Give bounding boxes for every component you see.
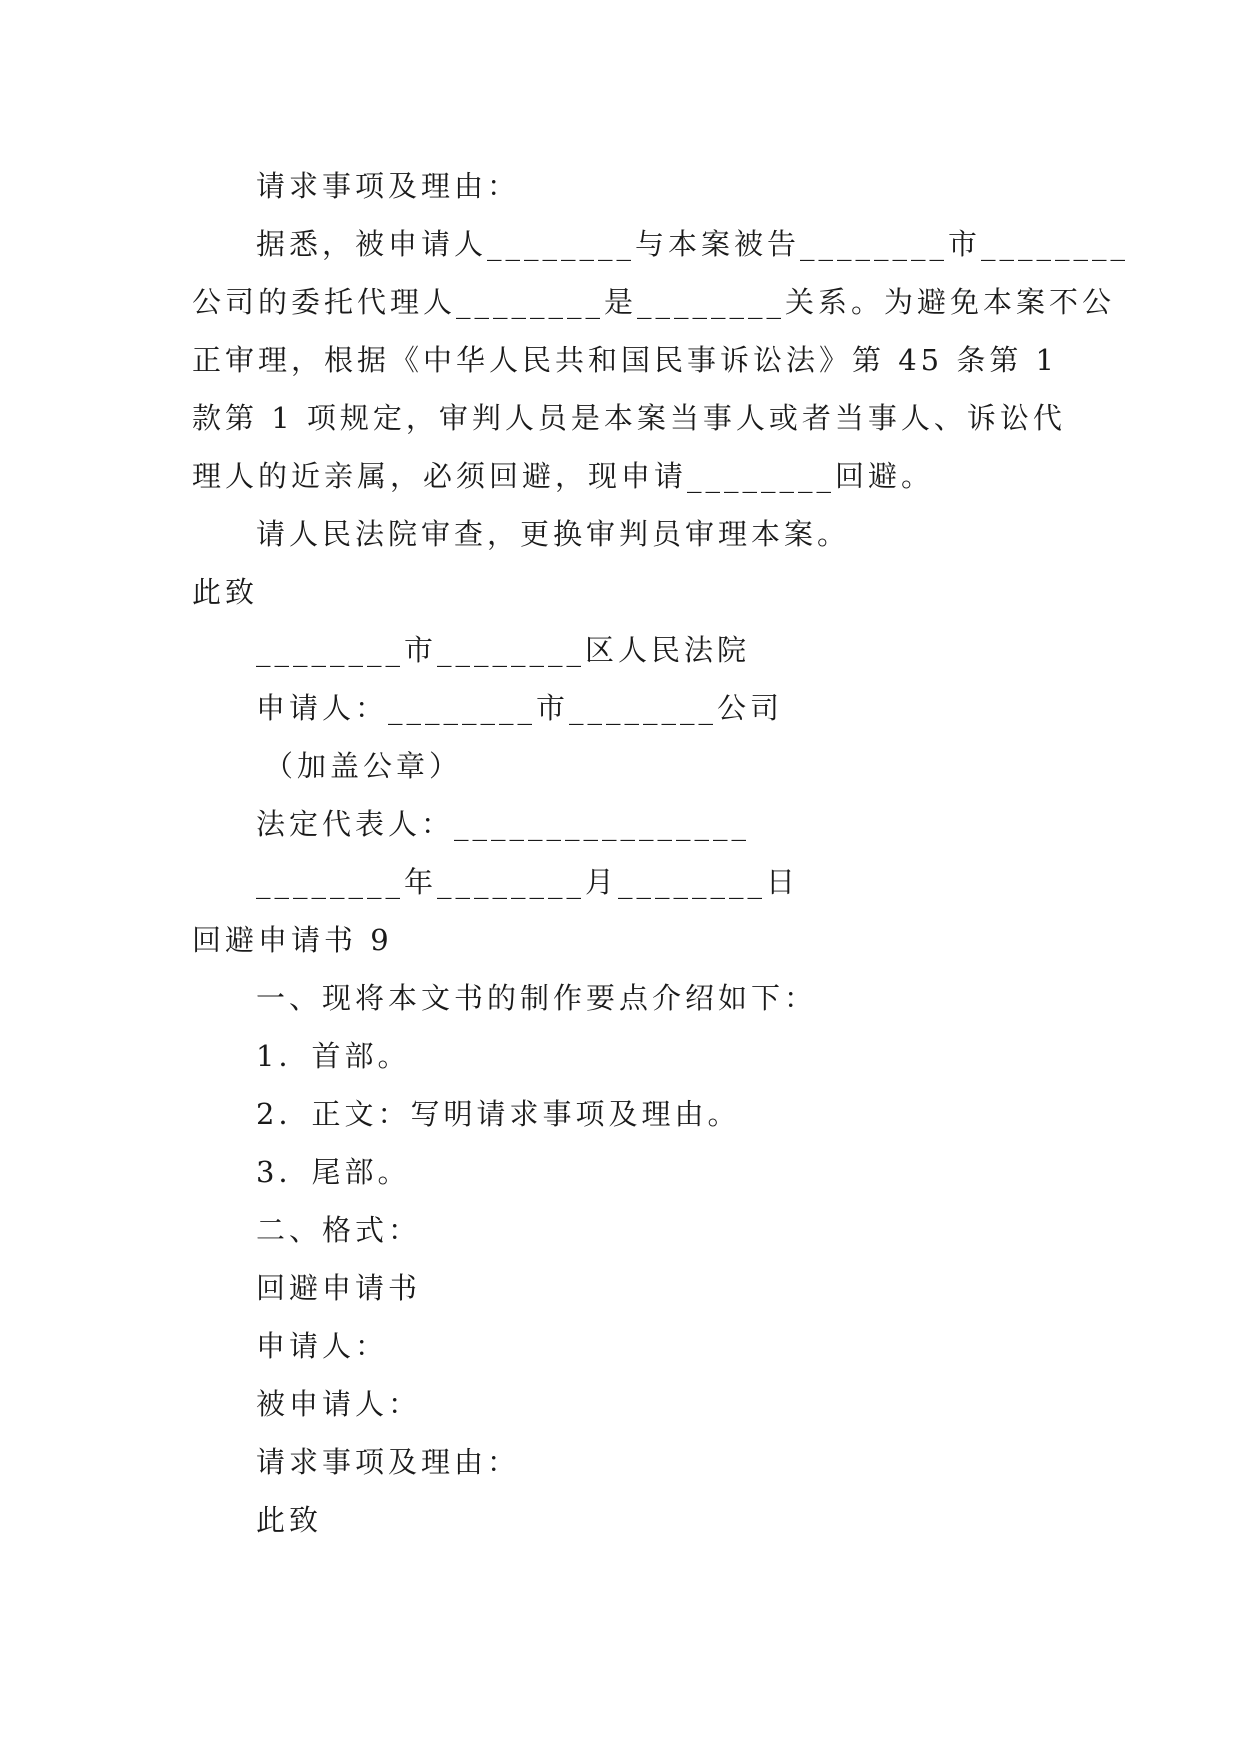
- body-paragraph-line: 请人民法院审查，更换审判员审理本案。: [256, 517, 851, 551]
- list-item: 1．首部。: [256, 1039, 411, 1073]
- template-field: 申请人：: [256, 1329, 389, 1363]
- template-field: 请求事项及理由：: [256, 1445, 521, 1479]
- body-paragraph-line: 理人的近亲属，必须回避，现申请________回避。: [192, 459, 935, 493]
- body-paragraph-line: 公司的委托代理人________是________关系。为避免本案不公: [192, 285, 1116, 319]
- section-heading-request: 请求事项及理由：: [256, 169, 521, 203]
- template-title: 回避申请书: [256, 1271, 422, 1305]
- date-line: ________年________月________日: [256, 865, 800, 899]
- list-item: 3．尾部。: [256, 1155, 411, 1189]
- list-heading: 一、现将本文书的制作要点介绍如下：: [256, 981, 818, 1015]
- list-item: 2．正文：写明请求事项及理由。: [256, 1097, 741, 1131]
- template-field: 被申请人：: [256, 1387, 422, 1421]
- section-title: 回避申请书 9: [192, 923, 393, 957]
- body-paragraph-line: 据悉，被申请人________与本案被告________市________: [256, 227, 1130, 261]
- template-field: 此致: [256, 1503, 323, 1537]
- legal-representative-line: 法定代表人：________________: [256, 807, 751, 841]
- list-heading: 二、格式：: [256, 1213, 422, 1247]
- applicant-line: 申请人：________市________公司: [256, 691, 784, 725]
- body-paragraph-line: 款第 1 项规定，审判人员是本案当事人或者当事人、诉讼代: [192, 401, 1066, 435]
- body-paragraph-line: 正审理，根据《中华人民共和国民事诉讼法》第 45 条第 1: [192, 343, 1059, 377]
- salutation: 此致: [192, 575, 259, 609]
- court-address: ________市________区人民法院: [256, 633, 751, 667]
- seal-note: （加盖公章）: [264, 749, 463, 783]
